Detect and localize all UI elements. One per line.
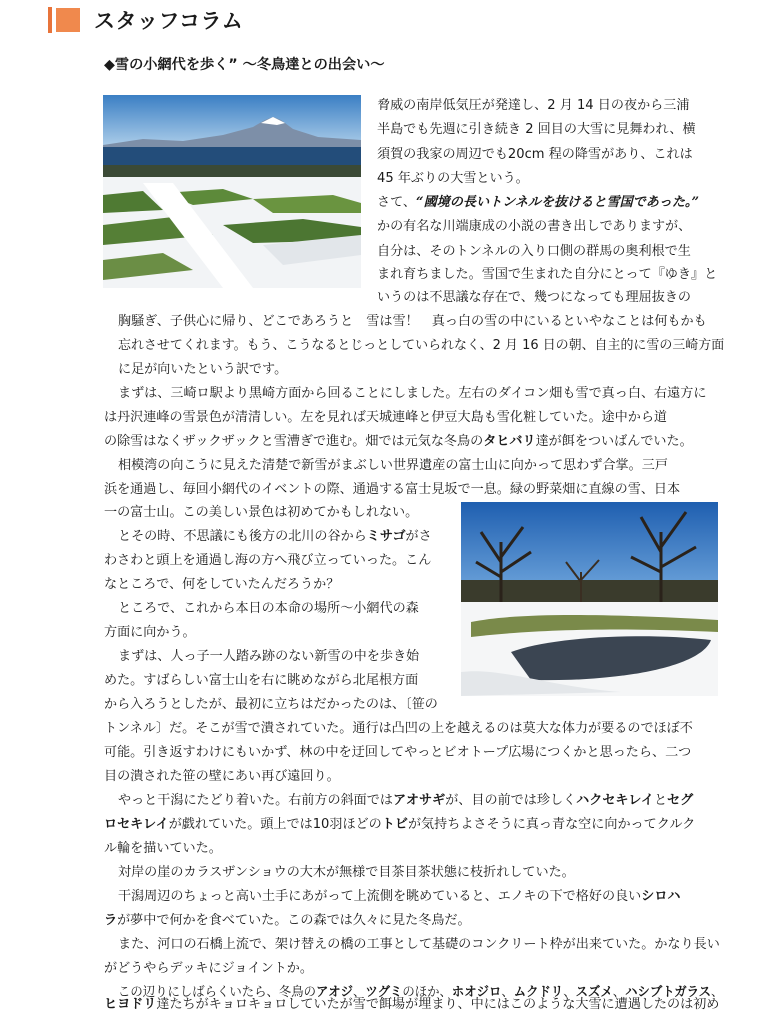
text-line-8: まれ育ちました。雪国で生まれた自分にとって『ゆき』と: [377, 267, 718, 282]
section-title: スタッフコラム: [94, 9, 244, 33]
text-line-10: 胸騒ぎ、子供心に帰り、どこであろうと 雪は雪！ 真っ白の雪の中にいるといやなことは何もかも: [118, 314, 707, 329]
text-line-13: まずは、三崎ロ駅より黒崎方面から回ることにしました。左右のダイコン畑も雪で真っ白、右遠方に: [118, 386, 707, 401]
text-line-32: ル輪を描いていた。: [104, 841, 222, 856]
text-segment: のほか、: [402, 985, 452, 1000]
text-line-15: [104, 434, 693, 450]
bird-name: ラ: [104, 913, 118, 928]
text-line-9: いうのは不思議な存在で、幾つになっても理屈抜きの: [377, 290, 691, 305]
text-line-36: また、河口の石橋上流で、架け替えの橋の工事として基礎のコンクリート枠が出来ていた。かなり長い: [118, 937, 720, 952]
text-line-2: 半島でも先週に引き続き 2 回目の大雪に見舞われ、横: [377, 122, 696, 137]
novel-quote: “國境の長いトンネルを抜けると雪国であった。”: [416, 195, 699, 210]
bird-name: ハクセキレイ: [576, 793, 654, 808]
text-line-5: [377, 195, 699, 211]
text-line-22: ところで、これから本日の本命の場所〜小網代の森: [118, 601, 419, 616]
text-segment: さて、: [377, 195, 417, 210]
text-segment: 、: [612, 985, 626, 1000]
text-line-4: 45 年ぶりの大雪という。: [377, 171, 529, 186]
column-header: [48, 6, 243, 34]
text-line-27: トンネル〕だ。そこが雪で潰されていた。通行は凸凹の上を越えるのは莫大な体力が要るのでほぼ不: [104, 721, 693, 736]
text-line-35: [104, 913, 471, 929]
text-line-1: 脅威の南岸低気圧が発達し、2 月 14 日の夜から三浦: [377, 98, 690, 113]
text-line-19: [118, 529, 432, 545]
text-segment: が、目の前では珍しく: [445, 793, 577, 808]
bird-name: ロセキレイ: [104, 817, 169, 832]
header-accent-square: [56, 8, 80, 32]
text-segment: がさ: [405, 529, 432, 544]
text-line-37: がどうやらデッキにジョイントか。: [104, 961, 313, 976]
text-line-39: [104, 997, 719, 1013]
text-segment: が気持ちよさそうに真っ青な空に向かってクルク: [407, 817, 696, 832]
bird-name: アオサギ: [392, 793, 446, 808]
text-segment: が戯れていた。頭上では10羽ほどの: [168, 817, 382, 832]
bird-name: ハシブトガラス: [625, 985, 711, 1000]
bird-name: トビ: [381, 817, 408, 832]
bird-name: ヒヨドリ: [104, 997, 157, 1012]
text-segment: 、: [501, 985, 514, 1000]
text-line-12: に足が向いたという訳です。: [118, 362, 288, 377]
text-line-34: [118, 889, 681, 905]
text-segment: 達たちがキョロキョロしていたが雪で餌場が埋まり、中にはこのような大雪に遭遇したのは初め: [156, 997, 720, 1012]
photo-snowy-fields-fuji: [103, 95, 361, 288]
text-line-7: 自分は、そのトンネルの入り口側の群馬の奥利根で生: [377, 244, 691, 259]
text-segment: 、: [710, 985, 724, 1000]
text-line-30: [118, 793, 693, 809]
text-line-23: 方面に向かう。: [104, 625, 196, 640]
text-line-11: 忘れさせてくれます。もう、こうなるとじっとしていられなく、2 月 16 日の朝、自主的に雪の三崎方面: [118, 338, 725, 353]
header-accent-bar: [48, 7, 52, 33]
text-line-20: わさわと頭上を通過し海の方へ飛び立っていった。こん: [104, 553, 432, 568]
text-line-18: 一の富士山。この美しい景色は初めてかもしれない。: [104, 505, 419, 520]
text-segment: 干潟周辺のちょっと高い土手にあがって上流側を眺めていると、エノキの下で格好の良い: [118, 889, 642, 904]
text-line-26: から入ろうとしたが、最初に立ちはだかったのは、〔笹の: [104, 697, 438, 712]
bird-name: セグ: [667, 793, 694, 808]
text-line-6: かの有名な川端康成の小説の書き出しでありますが、: [377, 219, 692, 234]
text-segment: 、: [563, 985, 576, 1000]
bird-name: スズメ: [575, 985, 613, 1000]
text-segment: 達が餌をついばんでいた。: [535, 434, 693, 449]
text-line-16: 相模湾の向こうに見えた清楚で新雪がまぶしい世界遺産の富士山に向かって思わず合掌。三戸: [118, 458, 668, 473]
text-line-21: なところで、何をしていたんだろうか？: [104, 577, 340, 592]
text-line-24: まずは、人っ子一人踏み跡のない新雪の中を歩き始: [118, 649, 420, 664]
text-segment: この辺りにしばらくいたら、冬鳥の: [118, 985, 316, 1000]
text-line-28: 可能。引き返すわけにもいかず、林の中を迂回してやっとビオトープ広場につくかと思ったら、二つ: [104, 745, 692, 760]
article-title: ◆雪の小網代を歩く” 〜冬鳥達との出会い〜: [104, 57, 385, 73]
bird-name: アオジ: [315, 985, 353, 1000]
text-segment: とその時、不思議にも後方の北川の谷から: [118, 529, 367, 544]
text-segment: と: [653, 793, 668, 808]
bird-name: タヒバリ: [483, 434, 536, 449]
bird-name: ホオジロ: [451, 985, 502, 1000]
text-line-31: [104, 817, 695, 833]
bird-name: シロハ: [641, 889, 681, 904]
text-segment: 、: [352, 985, 366, 1000]
text-segment: の除雪はなくザックザックと雪漕ぎで進む。畑では元気な冬鳥の: [104, 434, 484, 449]
bird-name: ツグミ: [365, 985, 403, 1000]
text-line-25: めた。すばらしい富士山を右に眺めながら北尾根方面: [104, 673, 419, 688]
text-line-17: 浜を通過し、毎回小網代のイベントの際、通過する富士見坂で一息。緑の野菜畑に直線の雪、日本: [104, 482, 681, 497]
text-line-29: 目の潰された笹の壁にあい再び遠回り。: [104, 769, 340, 784]
bird-name: ミサゴ: [366, 529, 406, 544]
text-line-14: は丹沢連峰の雪景色が清清しい。左を見れば天城連峰と伊豆大島も雪化粧していた。途中から道: [104, 410, 668, 425]
text-line-3: 須賀の我家の周辺でも20cm 程の降雪があり、これは: [377, 147, 693, 162]
text-segment: やっと干潟にたどり着いた。右前方の斜面では: [118, 793, 393, 808]
photo-winter-trees-pond: [461, 502, 718, 696]
text-segment: が夢中で何かを食べていた。この森では久々に見た冬鳥だ。: [117, 913, 471, 928]
bird-name: ムクドリ: [513, 985, 564, 1000]
text-line-33: 対岸の崖のカラスザンショウの大木が無様で目茶目茶状態に枝折れしていた。: [118, 865, 575, 880]
